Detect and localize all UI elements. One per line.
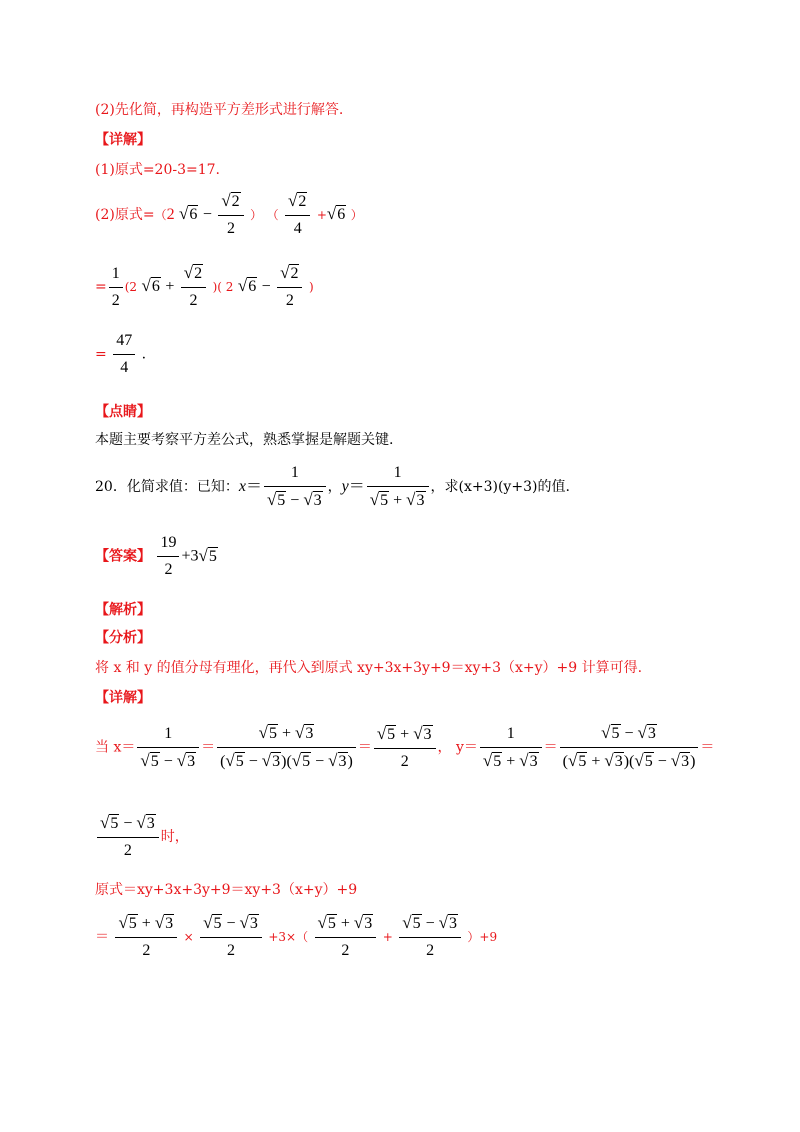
heading-dianjing: 【点睛】 xyxy=(95,404,151,420)
minus-sign-2: − xyxy=(261,278,271,295)
step4-line xyxy=(95,330,146,379)
x-derivation xyxy=(95,722,714,773)
rparen-3: ) xyxy=(308,280,314,294)
eq-3: ＝ xyxy=(201,739,216,756)
plus-3: +3 xyxy=(181,547,199,565)
rparen-4: ） xyxy=(467,930,480,944)
final-frac-2: $\frac{√5 - √3}{2}$ xyxy=(200,912,262,962)
x-frac-1: $\frac{1}{√5 - √3}$ xyxy=(137,723,199,773)
y-result-frac: $\frac{√5 - √3}{2}$ xyxy=(97,812,159,862)
x-frac-2: $\frac{√5 + √3}{(√5 - √3)(√5 - √3)}$ xyxy=(217,722,356,773)
eq-sign-2: = xyxy=(95,346,107,363)
frac-sqrt2-over-2: $\frac{√2}{2}$ xyxy=(218,190,243,240)
lparen-2: （ xyxy=(266,208,279,222)
step3-line xyxy=(95,262,314,312)
minus-sign: − xyxy=(202,206,212,223)
paren-mid: )( 2 xyxy=(212,280,234,294)
lparen: （ xyxy=(154,208,167,222)
sqrt-5: √5 xyxy=(198,545,217,565)
x-value-frac: $\frac{1}{√5 - √3}$ xyxy=(264,462,326,512)
plus-sign: + xyxy=(316,208,327,222)
period: . xyxy=(141,346,147,363)
final-frac-3: $\frac{√5 + √3}{2}$ xyxy=(315,912,377,962)
eq-x: ＝ xyxy=(245,478,262,495)
heading-daan: 【答案】 xyxy=(95,548,151,565)
x-var: x xyxy=(238,478,246,495)
sqrt-6-c: √6 xyxy=(141,276,160,295)
times-sign: × xyxy=(183,930,194,944)
three-times: +3× xyxy=(268,930,297,944)
rparen-2: ） xyxy=(350,208,363,222)
frac-sqrt2-over-2-b: $\frac{√2}{2}$ xyxy=(181,262,206,312)
shi: 时， xyxy=(160,829,189,845)
plus-sign-3: + xyxy=(382,930,393,944)
final-frac-1: $\frac{√5 + √3}{2}$ xyxy=(115,912,177,962)
sqrt-6-b: √6 xyxy=(326,204,346,223)
rparen: ） xyxy=(250,208,263,222)
heading-jiexi: 【解析】 xyxy=(95,602,151,618)
plus-nine: +9 xyxy=(479,930,498,944)
eq-sign: = xyxy=(95,279,107,295)
problem-20 xyxy=(95,462,570,512)
eq-6: ＝ xyxy=(700,739,715,756)
sqrt-6-d: √6 xyxy=(237,276,257,295)
lparen-4: （ xyxy=(296,930,309,944)
eq-4: ＝ xyxy=(357,739,372,756)
yuanshi-line: 原式＝xy+3x+3y+9＝xy+3（x+y）+9 xyxy=(95,882,358,898)
y-value-frac: $\frac{1}{√5 + √3}$ xyxy=(367,462,429,512)
frac-sqrt2-over-2-c: $\frac{√2}{2}$ xyxy=(277,262,302,312)
heading-fenxi: 【分析】 xyxy=(95,630,151,646)
eq-7: ＝ xyxy=(95,929,109,945)
heading-xiangjie-2: 【详解】 xyxy=(95,690,151,706)
final-frac-4: $\frac{√5 - √3}{2}$ xyxy=(399,912,461,962)
fenxi-text: 将 x 和 y 的值分母有理化，再代入到原式 xy+3x+3y+9＝xy+3（x+y）+9 计算可得. xyxy=(95,660,643,676)
frac-19-over-2: $\frac{19}{2}$ xyxy=(157,532,179,581)
comma-2: ， xyxy=(437,739,452,756)
frac-1-over-2: $\frac{1}{2}$ xyxy=(109,263,123,312)
y-frac-2: $\frac{√5 - √3}{(√5 + √3)(√5 - √3)}$ xyxy=(560,722,699,773)
frac-47-over-4: $\frac{47}{4}$ xyxy=(113,330,135,379)
sqrt-6: √6 xyxy=(179,204,198,223)
comma-1: ， xyxy=(327,479,342,495)
intro-line: (2)先化简，再构造平方差形式进行解答. xyxy=(95,102,344,118)
eq-y: ＝ xyxy=(348,478,365,495)
plus-sign-2: + xyxy=(165,278,175,295)
problem-20-number: 20．化简求值：已知： xyxy=(95,479,239,495)
problem-20-suffix: ，求(x+3)(y+3)的值. xyxy=(430,479,570,495)
final-expression xyxy=(95,912,497,962)
y-var: y xyxy=(341,478,349,495)
heading-xiangjie: 【详解】 xyxy=(95,132,151,148)
answer-line xyxy=(95,532,218,581)
dianjing-text: 本题主要考察平方差公式，熟悉掌握是解题关键. xyxy=(95,432,394,448)
eq-5: ＝ xyxy=(543,739,558,756)
step2-prefix: (2)原式= xyxy=(95,207,155,223)
step1-line: (1)原式=20-3=17. xyxy=(95,162,221,178)
coef-2: 2 xyxy=(166,206,175,223)
y-eq: y＝ xyxy=(456,739,478,756)
frac-sqrt2-over-4: $\frac{√2}{4}$ xyxy=(285,190,310,240)
step2-line xyxy=(95,190,363,240)
y-result xyxy=(95,812,189,862)
x-frac-3: $\frac{√5 + √3}{2}$ xyxy=(374,723,436,773)
lparen-3: (2 xyxy=(124,280,138,294)
y-frac-1: $\frac{1}{√5 + √3}$ xyxy=(480,723,542,773)
dang-x: 当 x＝ xyxy=(95,739,136,756)
